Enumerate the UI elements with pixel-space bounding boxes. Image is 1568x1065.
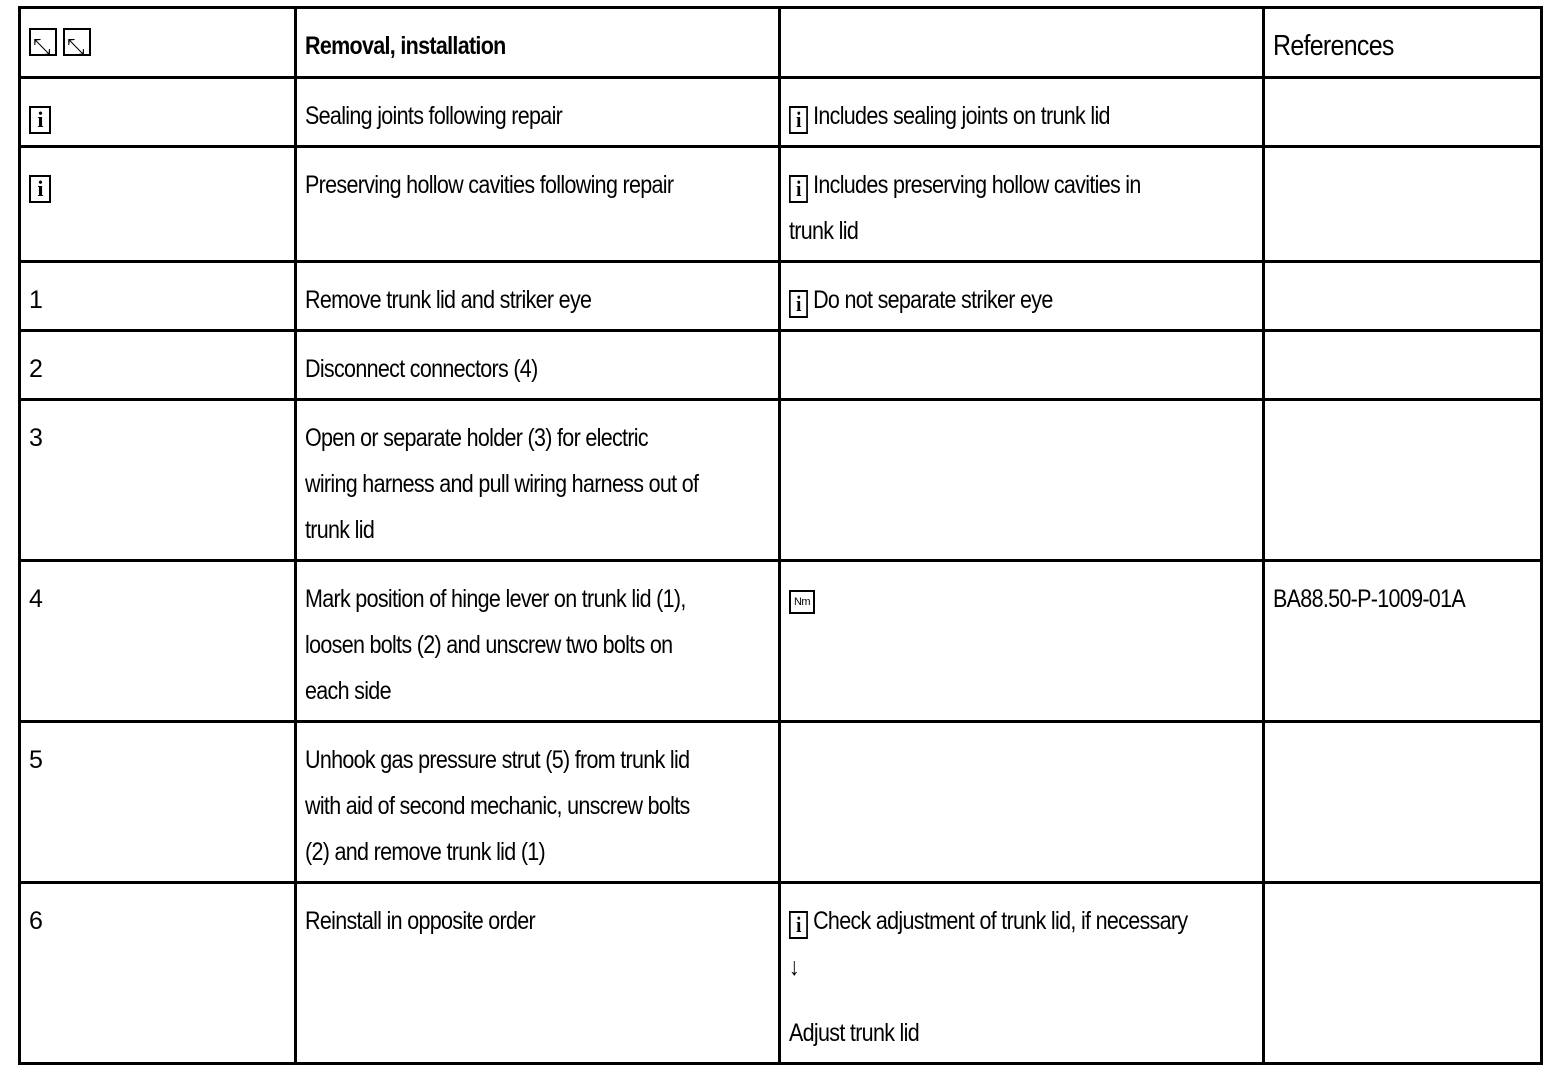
step-number: 3 <box>20 400 296 561</box>
header-removal-installation: Removal, installation <box>296 8 780 78</box>
step-number: 6 <box>20 883 296 1064</box>
ref-cell <box>1264 331 1542 400</box>
header-icons-cell <box>20 8 296 78</box>
step-text: Open or separate holder (3) for electric wiring harness and pull wiring harness out of trunk lid <box>296 400 780 561</box>
header-notes <box>780 8 1264 78</box>
ref-cell <box>1264 561 1542 722</box>
step-text: Unhook gas pressure strut (5) from trunk lid with aid of second mechanic, unscrew bolts (2) and remove trunk lid (1) <box>296 722 780 883</box>
ref-cell <box>1264 78 1542 147</box>
step-text: Mark position of hinge lever on trunk lid (1), loosen bolts (2) and unscrew two bolts on each side <box>296 561 780 722</box>
step-text: Reinstall in opposite order <box>296 883 780 1064</box>
step-number: 1 <box>20 262 296 331</box>
table-row <box>20 78 1542 147</box>
ref-cell <box>1264 262 1542 331</box>
step-number: 5 <box>20 722 296 883</box>
reference-link[interactable]: BA88.50-P-1009-01A <box>1273 585 1466 613</box>
note-text: Includes preserving hollow cavities in trunk lid <box>789 171 1141 245</box>
ref-cell <box>1264 400 1542 561</box>
note-cell <box>780 147 1264 262</box>
step-text: Disconnect connectors (4) <box>296 331 780 400</box>
note-text: Do not separate striker eye <box>813 286 1053 314</box>
info-icon[interactable]: i <box>789 290 808 318</box>
table-row <box>20 331 1542 400</box>
ref-cell <box>1264 147 1542 262</box>
note-cell <box>780 262 1264 331</box>
table-row <box>20 147 1542 262</box>
info-icon[interactable]: i <box>29 106 51 134</box>
table-header-row <box>20 8 1542 78</box>
table-row <box>20 400 1542 561</box>
torque-icon[interactable]: Nm <box>789 590 815 614</box>
note-cell <box>780 331 1264 400</box>
step-cell <box>20 147 296 262</box>
note-text: Includes sealing joints on trunk lid <box>813 102 1110 130</box>
note-text: Check adjustment of trunk lid, if necessary ↓ <box>789 907 1188 981</box>
procedure-table <box>18 6 1543 1065</box>
ref-cell <box>1264 722 1542 883</box>
step-number: 2 <box>20 331 296 400</box>
step-text: Preserving hollow cavities following repair <box>296 147 780 262</box>
table-row <box>20 722 1542 883</box>
collapse-icon[interactable] <box>63 28 91 56</box>
table-row <box>20 883 1542 1064</box>
table-row <box>20 561 1542 722</box>
note-cell <box>780 883 1264 1064</box>
info-icon[interactable]: i <box>789 175 808 203</box>
step-cell <box>20 78 296 147</box>
info-icon[interactable]: i <box>29 175 51 203</box>
note-cell <box>780 722 1264 883</box>
table-row <box>20 262 1542 331</box>
info-icon[interactable]: i <box>789 911 808 939</box>
step-number: 4 <box>20 561 296 722</box>
step-text: Sealing joints following repair <box>296 78 780 147</box>
note-cell <box>780 78 1264 147</box>
expand-icon[interactable] <box>29 28 57 56</box>
info-icon[interactable]: i <box>789 106 808 134</box>
ref-cell <box>1264 883 1542 1064</box>
note-cell <box>780 561 1264 722</box>
note-cell <box>780 400 1264 561</box>
header-references: References <box>1264 8 1542 78</box>
step-text: Remove trunk lid and striker eye <box>296 262 780 331</box>
adjust-trunk-lid-link[interactable]: Adjust trunk lid <box>789 1019 920 1047</box>
